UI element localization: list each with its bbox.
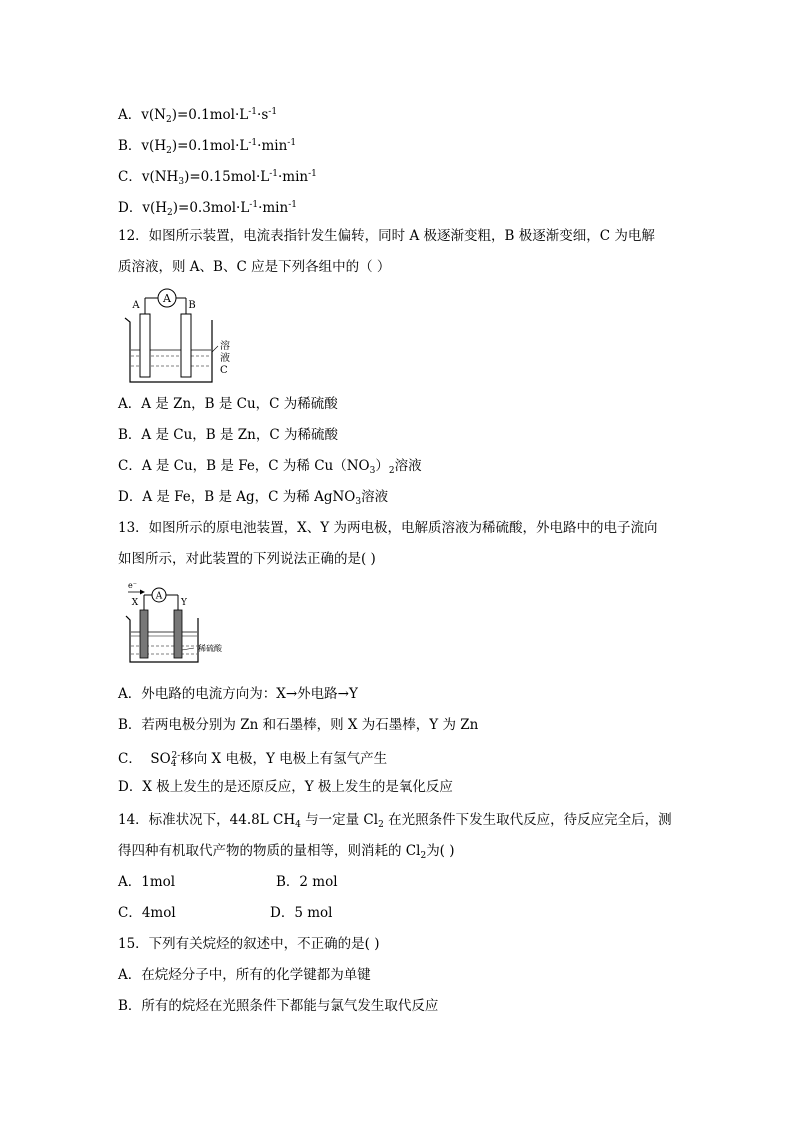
q15-option-a: A．在烷烃分子中，所有的化学键都为单键: [118, 967, 371, 983]
electrode-a-label: A: [132, 300, 140, 311]
q13-stem-line1: 13．如图所示的原电池装置，X、Y 为两电极，电解质溶液为稀硫酸，外电路中的电子流向: [118, 520, 658, 536]
q14-option-c: C．4mol: [118, 905, 176, 921]
electron-label: e⁻: [128, 581, 137, 590]
electrode-a: [140, 314, 150, 377]
q15-stem: 15．下列有关烷烃的叙述中，不正确的是( ): [118, 936, 380, 952]
q14-option-b: B．2 mol: [276, 874, 338, 890]
electrode-y: [174, 610, 182, 658]
q13-option-a: A．外电路的电流方向为：X→外电路→Y: [118, 686, 358, 702]
q11-option-d: D．$v(H_2)=0.3mol\cdot L^{-1}\cdot\min^{-1}$: [118, 200, 297, 218]
q11-option-b: B．$v(H_2)=0.1mol\cdot L^{-1}\cdot\min^{-1}$: [118, 138, 297, 156]
ammeter-label: A: [155, 591, 163, 602]
q12-option-a: A．A 是 Zn，B 是 Cu，C 为稀硫酸: [118, 396, 338, 412]
q11-option-c: C．$v(NH_3)=0.15mol\cdot L^{-1}\cdot\min^{-1}$: [118, 169, 317, 187]
q11-option-a: A．$v(N_2)=0.1mol\cdot L^{-1}\cdot s^{-1}$: [118, 107, 278, 125]
electrode-x: [140, 610, 148, 658]
electrode-b: [181, 314, 191, 377]
q13-stem-line2: 如图所示，对此装置的下列说法正确的是( ): [118, 551, 376, 567]
electrode-b-label: B: [188, 300, 196, 311]
q14-stem-line1: 14．标准状况下，44.8L $CH_4$ 与一定量 $Cl_2$ 在光照条件下发生取代反应，待反应完全后，测: [118, 812, 672, 830]
q12-stem-line1: 12．如图所示装置，电流表指针发生偏转，同时 A 极逐渐变粗，B 极逐渐变细，C 为电解: [118, 228, 655, 244]
q14-option-d: D．5 mol: [270, 905, 333, 921]
q14-option-a: A．1mol: [118, 874, 176, 890]
electrode-x-label: X: [131, 598, 139, 608]
q15-option-b: B．所有的烷烃在光照条件下都能与氯气发生取代反应: [118, 998, 439, 1014]
q12-galvanic-cell-figure: [122, 286, 234, 386]
q13-cell-figure: [122, 580, 242, 666]
solution-label-3: C: [220, 365, 228, 376]
q14-stem-line2: 得四种有机取代产物的物质的量相等，则消耗的 $Cl_2$为( ): [118, 843, 455, 861]
ammeter-label: A: [163, 292, 171, 305]
solution-label-1: 溶: [220, 341, 230, 352]
electrode-y-label: Y: [181, 598, 187, 608]
q13-option-d: D．X 极上发生的是还原反应，Y 极上发生的是氧化反应: [118, 779, 453, 795]
q12-option-b: B．A 是 Cu，B 是 Zn，C 为稀硫酸: [118, 427, 338, 443]
solution-label-2: 液: [220, 353, 230, 364]
q12-stem-line2: 质溶液，则 A、B、C 应是下列各组中的（ ）: [118, 259, 391, 275]
q13-option-b: B．若两电极分别为 Zn 和石墨棒，则 X 为石墨棒，Y 为 Zn: [118, 717, 479, 733]
q12-option-d: D．A 是 Fe，B 是 Ag，C 为稀 AgNO$_3$溶液: [118, 489, 389, 507]
q13-option-c: C． $SO_4^{2-}$移向 X 电极，Y 电极上有氢气产生: [118, 751, 388, 769]
q12-option-c: C．A 是 Cu，B 是 Fe，C 为稀 $Cu(NO_3)_2$溶液: [118, 458, 422, 476]
acid-label: 稀硫酸: [198, 644, 222, 653]
